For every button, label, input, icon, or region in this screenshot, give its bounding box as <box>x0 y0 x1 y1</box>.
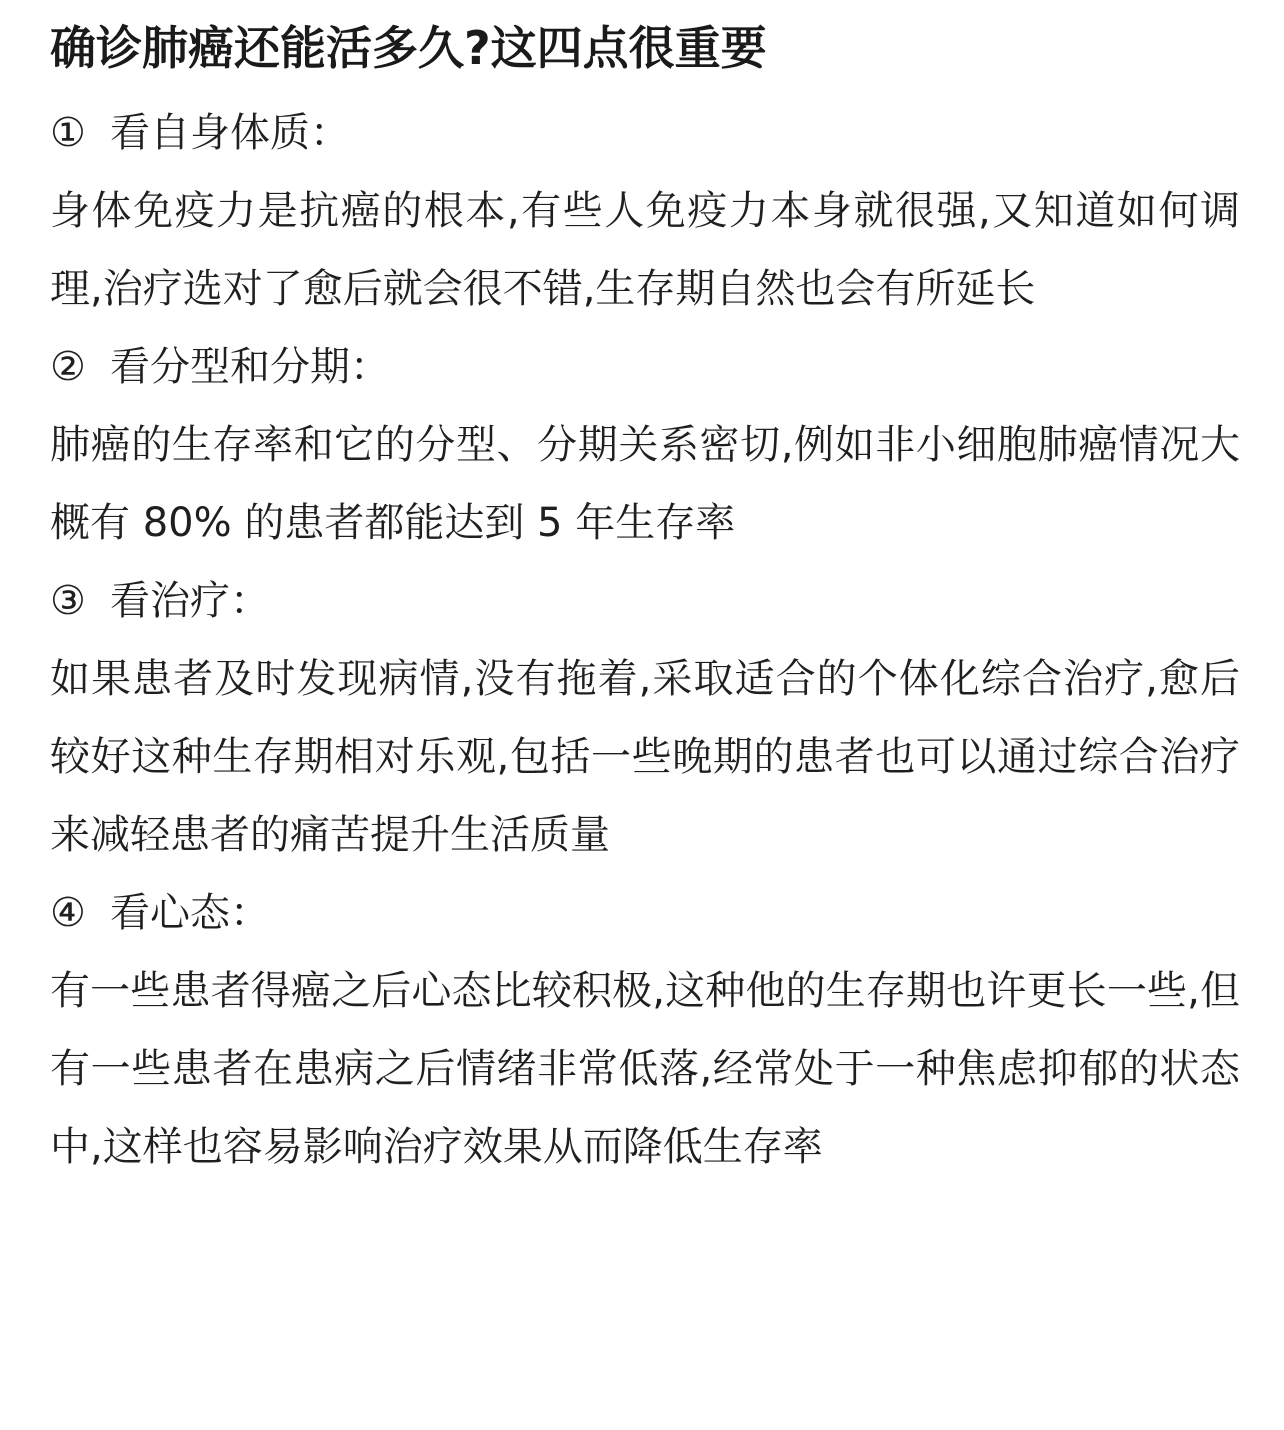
section-heading-text: 看治疗： <box>110 578 270 624</box>
section-body: 身体免疫力是抗癌的根本,有些人免疫力本身就很强,又知道如何调理,治疗选对了愈后就会很不错,生存期自然也会有所延长 <box>50 188 1240 312</box>
section-heading <box>50 94 1240 172</box>
section-treatment <box>50 562 1240 874</box>
section-heading <box>50 328 1240 406</box>
section-body: 如果患者及时发现病情,没有拖着,采取适合的个体化综合治疗,愈后较好这种生存期相对乐观,包括一些晚期的患者也可以通过综合治疗来减轻患者的痛苦提升生活质量 <box>50 656 1240 858</box>
section-number: ① <box>50 110 86 156</box>
section-heading <box>50 874 1240 952</box>
article-title: 确诊肺癌还能活多久?这四点很重要 <box>50 21 767 75</box>
section-mindset <box>50 874 1240 1186</box>
section-number: ④ <box>50 890 86 936</box>
section-heading-text: 看分型和分期： <box>110 344 390 390</box>
section-heading-text: 看心态： <box>110 890 270 936</box>
section-number: ② <box>50 344 86 390</box>
section-number: ③ <box>50 578 86 624</box>
section-body: 有一些患者得癌之后心态比较积极,这种他的生存期也许更长一些,但有一些患者在患病之后情绪非常低落,经常处于一种焦虑抑郁的状态中,这样也容易影响治疗效果从而降低生存率 <box>50 968 1240 1170</box>
section-body: 肺癌的生存率和它的分型、分期关系密切,例如非小细胞肺癌情况大概有 80% 的患者都能达到 5 年生存率 <box>50 422 1240 546</box>
section-constitution <box>50 94 1240 328</box>
section-heading <box>50 562 1240 640</box>
section-heading-text: 看自身体质： <box>110 110 350 156</box>
section-type-and-stage <box>50 328 1240 562</box>
article <box>50 16 1240 1186</box>
